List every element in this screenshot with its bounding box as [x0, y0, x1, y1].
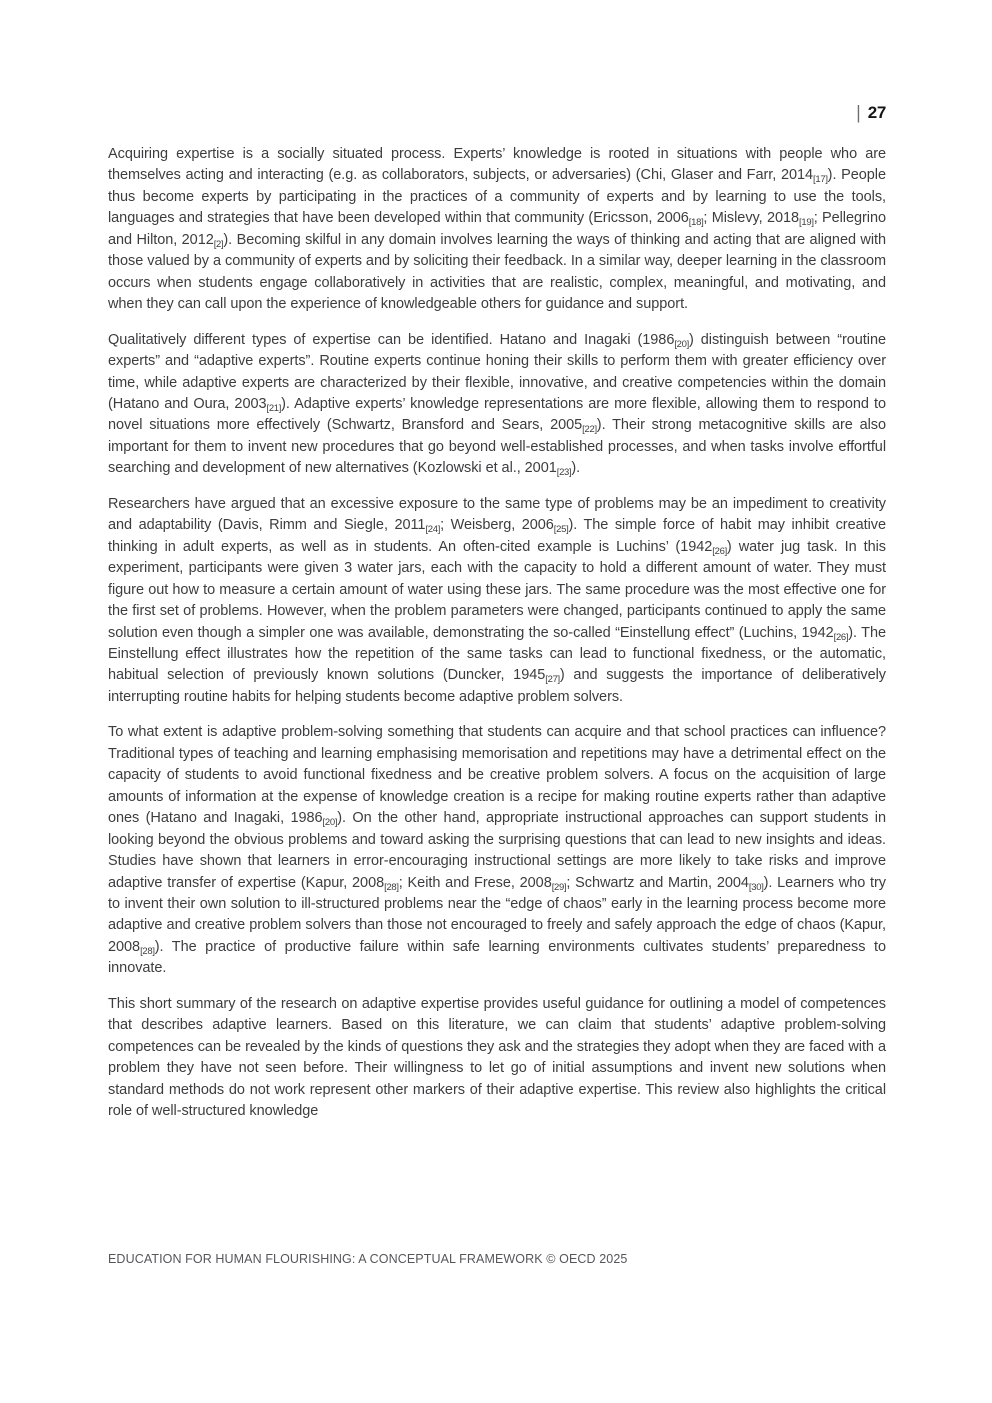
body-paragraph-2: Qualitatively different types of expertise can be identified. Hatano and Inagaki $(1986_{[20]})$ distinguish between “routine experts” and “adaptive experts”. Routine experts continue honing their skills to perform them with greater efficiency over time, while adaptive experts are characterized by their flexible, innovative, and creative competencies within the domain (Hatano and Oura, $2003_{[21]}$). Adaptive experts’ knowledge representations are more flexible, allowing them to respond to novel situations more effectively (Schwartz, Bransford and Sears, $2005_{[22]}$). Their strong metacognitive skills are also important for them to invent new procedures that go beyond well-established processes, and when tasks involve effortful searching and development of new alternatives (Kozlowski et al., $2001_{[23]}$).	[108, 331, 886, 479]
page-number: 27	[867, 103, 886, 122]
citation-marker: [24]	[425, 524, 441, 536]
citation-marker: [22]	[582, 424, 597, 436]
citation-marker: [30]	[748, 881, 764, 893]
page-header	[856, 103, 886, 123]
body-paragraph-4: To what extent is adaptive problem-solving something that students can acquire and that school practices can influence? Traditional types of teaching and learning emphasising memorisation and repetitions may have a detrimental effect on the capacity of students to avoid functional fixedness and be creative problem solvers. A focus on the acquisition of large amounts of information at the expense of knowledge creation is a recipe for making routine experts rather than adaptive ones (Hatano and Inagaki, $1986_{[20]}$). On the other hand, appropriate instructional approaches can support students in looking beyond the obvious problems and toward asking the surprising questions that can lead to new insights and ideas. Studies have shown that learners in error-encouraging instructional settings are more likely to take risks and improve adaptive transfer of expertise (Kapur, $2008_{[28]}$; Keith and Frese, $2008_{[29]}$; Schwartz and Martin, $2004_{[30]}$). Learners who try to invent their own solution to ill-structured problems near the “edge of chaos” early in the learning process become more adaptive and creative problem solvers than those not encouraged to freely and safely approach the edge of chaos (Kapur, $2008_{[28]}$). The practice of productive failure within safe learning environments cultivates students’ preparedness to innovate.	[108, 724, 887, 977]
citation-marker: [28]	[384, 881, 399, 893]
page-number-separator: |	[856, 102, 861, 123]
citation-marker: [29]	[551, 881, 567, 893]
citation-marker: [27]	[545, 674, 560, 686]
citation-marker: [20]	[322, 817, 338, 829]
body-paragraph-1: Acquiring expertise is a socially situated process. Experts’ knowledge is rooted in situations with people who are themselves acting and interacting (e.g. as collaborators, subjects, or adversaries) (Chi, Glaser and Farr, $2014_{[17]}$). People thus become experts by participating in the practices of a community of experts and by learning to use the tools, languages and strategies that have been developed within that community (Ericsson, $2006_{[18]}$; Mislevy, $2018_{[19]}$; Pellegrino and Hilton, $2012_{[2]}$). Becoming skilful in any domain involves learning the ways of thinking and acting that are aligned with those valued by a community of experts and by soliciting their feedback. In a similar way, deeper learning in the classroom occurs when students engage collaboratively in activities that are realistic, complex, meaningful, and motivating, and when they can call upon the experience of knowledgeable others for guidance and support.	[108, 146, 886, 313]
body-paragraph-5: This short summary of the research on adaptive expertise provides useful guidance for outlining a model of competences that describes adaptive learners. Based on this literature, we can claim that students’ adaptive problem-solving competences can be revealed by the kinds of questions they ask and the strategies they adopt when they are faced with a problem they have not seen before. Their willingness to let go of initial assumptions and invent new solutions when standard methods do not work represent other markers of their adaptive expertise. This review also highlights the critical role of well-structured knowledge	[108, 995, 886, 1120]
citation-marker: [26]	[833, 631, 849, 643]
citation-marker: [2]	[213, 238, 224, 250]
citation-marker: [17]	[813, 174, 828, 186]
citation-marker: [20]	[674, 338, 689, 350]
citation-marker: [21]	[266, 402, 282, 414]
citation-marker: [25]	[553, 524, 569, 536]
citation-marker: [26]	[712, 545, 727, 557]
page-footer	[108, 1252, 627, 1266]
citation-marker: [19]	[799, 217, 814, 229]
footer-running-title: EDUCATION FOR HUMAN FLOURISHING: A CONCEPTUAL FRAMEWORK © OECD 2025	[108, 1252, 628, 1266]
document-body	[108, 144, 886, 1136]
citation-marker: [18]	[688, 217, 704, 229]
citation-marker: [23]	[556, 467, 572, 479]
citation-marker: [28]	[140, 945, 155, 957]
body-paragraph-3: Researchers have argued that an excessive exposure to the same type of problems may be an impediment to creativity and adaptability (Davis, Rimm and Siegle, $2011_{[24]}$; Weisberg, $2006_{[25]}$). The simple force of habit may inhibit creative thinking in adult experts, as well as in students. An often-cited example is Luchins’ $(1942_{[26]})$ water jug task. In this experiment, participants were given 3 water jars, each with the capacity to hold a different amount of water. They must figure out how to measure a certain amount of water using these jars. The same procedure was the most effective one for the first set of problems. However, when the problem parameters were changed, participants continued to apply the same solution even though a simpler one was available, demonstrating the so-called “Einstellung effect” (Luchins, $1942_{[26]}$). The Einstellung effect illustrates how the repetition of the same tasks can lead to functional fixedness, or the automatic, habitual selection of previously known solutions (Duncker, $1945_{[27]}$) and suggests the importance of deliberatively interrupting routine habits for helping students become adaptive problem solvers.	[108, 495, 887, 705]
